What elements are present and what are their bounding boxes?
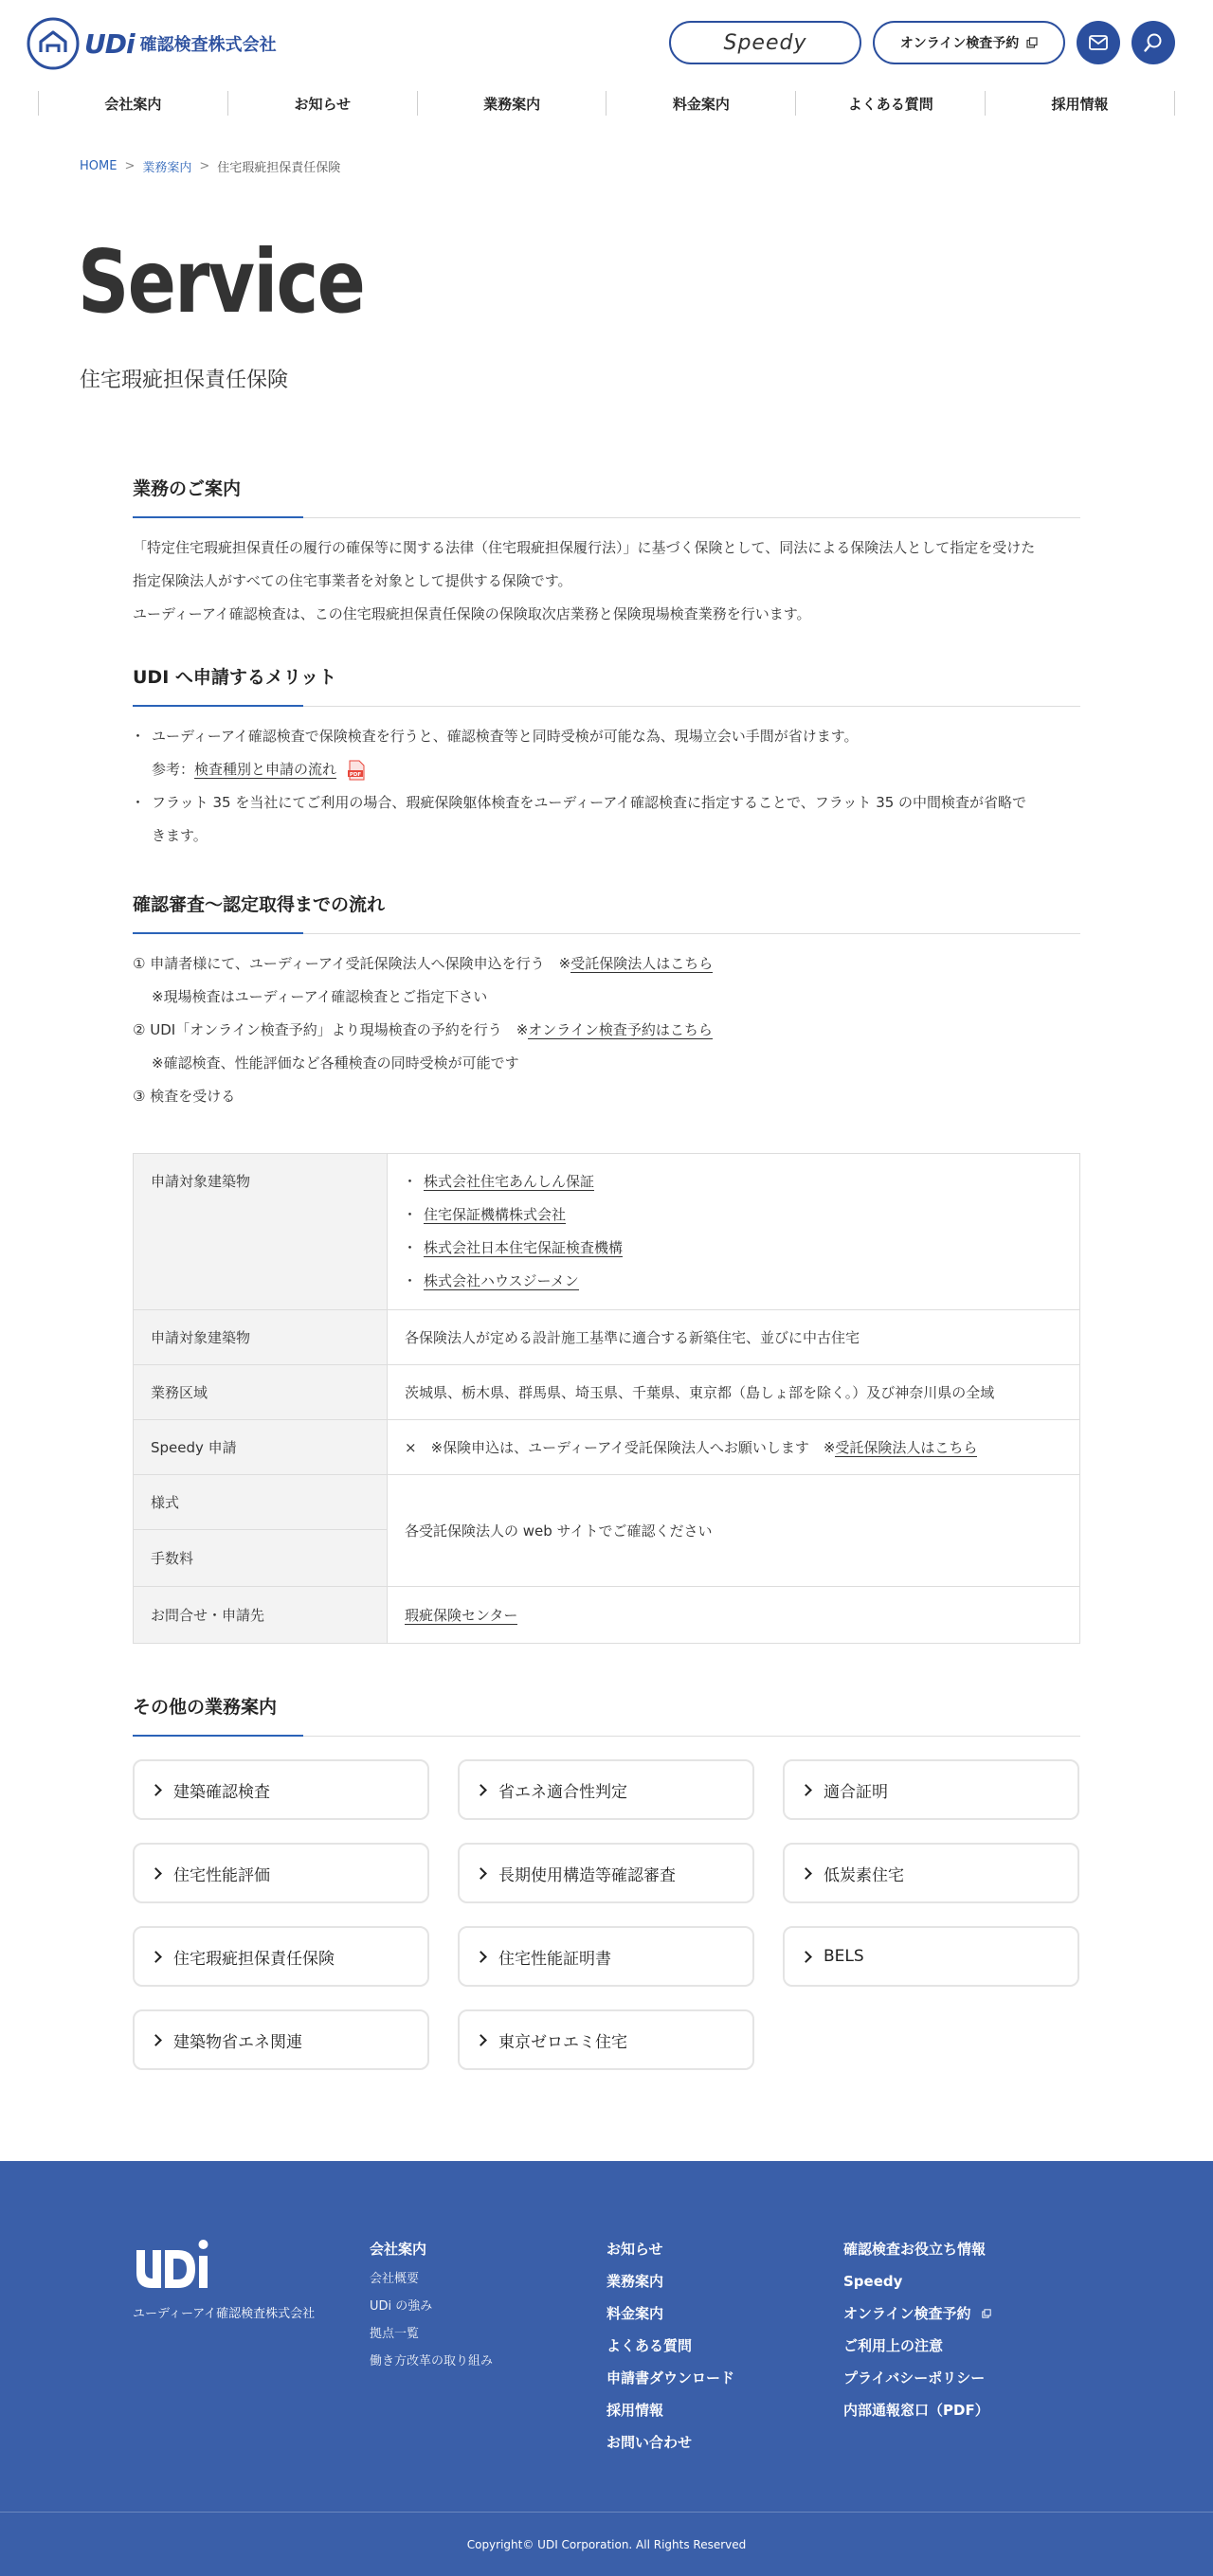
service-card-label: 建築確認検査 <box>173 1782 270 1802</box>
mail-button[interactable] <box>1077 21 1120 64</box>
chevron-right-icon <box>800 1784 812 1796</box>
overview-line: 指定保険法人がすべての住宅事業者を対象として提供する保険です。 <box>133 572 572 589</box>
speedy-note: × ※保険申込は、ユーディーアイ受託保険法人へお願いします ※ <box>405 1439 836 1456</box>
section-title-overview: 業務のご案内 <box>133 475 1080 518</box>
table-row <box>134 1587 1080 1644</box>
copyright: Copyright© UDI Corporation. All Rights Reserved <box>466 2538 747 2551</box>
table-header-cell: 様式 <box>134 1475 388 1530</box>
table-header-cell: 申請対象建築物 <box>134 1310 388 1365</box>
footer-link[interactable]: 確認検査お役立ち情報 <box>843 2241 987 2258</box>
chevron-right-icon <box>150 1951 162 1963</box>
section-title-other-services: その他の業務案内 <box>133 1693 1080 1737</box>
footer-column-info <box>843 2241 991 2426</box>
flow-step <box>133 947 1080 981</box>
service-card-label: BELS <box>824 1947 864 1966</box>
mail-icon <box>1089 35 1108 50</box>
footer-link[interactable]: よくある質問 <box>606 2337 693 2354</box>
inspection-flow-link[interactable]: 検査種別と申請の流れ <box>194 761 337 778</box>
chevron-right-icon <box>475 1867 487 1880</box>
pdf-icon <box>347 760 366 781</box>
logo-udi: UDi <box>84 27 135 60</box>
overview-line: 「特定住宅瑕疵担保責任の履行の確保等に関する法律（住宅瑕疵担保履行法）」に基づく保険として、同法による保険法人として指定を受けた <box>133 539 1036 556</box>
logo-corp-name: 確認検査株式会社 <box>139 35 277 55</box>
service-card-label: 低炭素住宅 <box>824 1865 904 1885</box>
nav-company[interactable]: 会社案内 <box>38 91 227 116</box>
service-card-label: 省エネ適合性判定 <box>498 1782 627 1802</box>
breadcrumb-services[interactable]: 業務案内 <box>142 160 192 175</box>
service-card-label: 住宅性能証明書 <box>498 1949 611 1969</box>
nav-faq[interactable]: よくある質問 <box>795 91 985 116</box>
footer-link[interactable]: 料金案内 <box>606 2305 664 2322</box>
insurer-item <box>405 1165 1062 1198</box>
page-subtitle: 住宅瑕疵担保責任保険 <box>80 369 289 392</box>
other-services-grid <box>133 1759 1080 2070</box>
table-header-cell: 申請対象建築物 <box>134 1154 388 1310</box>
chevron-right-icon <box>150 1784 162 1796</box>
overview-line: ユーディーアイ確認検査は、この住宅瑕疵担保責任保険の保険取次店業務と保険現場検査業務を行います。 <box>133 605 811 622</box>
insurer-item <box>405 1265 1062 1298</box>
table-header-cell: 業務区域 <box>134 1365 388 1420</box>
insurer-link[interactable]: 株式会社ハウスジーメン <box>424 1272 579 1289</box>
breadcrumb-home[interactable]: HOME <box>80 158 118 173</box>
merit-item <box>133 720 1080 786</box>
flow-step-text: ① 申請者様にて、ユーディーアイ受託保険法人へ保険申込を行う ※ <box>133 955 571 972</box>
service-card-label: 住宅性能評価 <box>173 1865 270 1885</box>
table-header-cell: お問合せ・申請先 <box>134 1587 388 1644</box>
insurer-list <box>405 1154 1062 1309</box>
footer-link-label: オンライン検査予約 <box>843 2305 971 2322</box>
service-card[interactable] <box>783 1759 1079 1820</box>
footer-link[interactable]: 内部通報窓口（PDF） <box>843 2402 989 2419</box>
flow-note: ※確認検査、性能評価など各種検査の同時受検が可能です <box>152 1054 519 1072</box>
table-value-cell: 各保険法人が定める設計施工基準に適合する新築住宅、並びに中古住宅 <box>388 1310 1080 1365</box>
service-card-label: 建築物省エネ関連 <box>173 2032 302 2052</box>
service-card[interactable] <box>458 2009 754 2070</box>
defect-insurance-center-link[interactable]: 瑕疵保険センター <box>405 1607 518 1624</box>
nav-recruit[interactable]: 採用情報 <box>985 91 1175 116</box>
footer-link[interactable]: お問い合わせ <box>606 2434 693 2451</box>
table-row <box>134 1365 1080 1420</box>
footer-link[interactable]: 会社案内 <box>370 2241 427 2258</box>
online-reservation-link[interactable]: オンライン検査予約はこちら <box>528 1021 713 1038</box>
table-header-cell: 手数料 <box>134 1530 388 1587</box>
global-nav <box>0 83 1213 123</box>
breadcrumb <box>80 157 1213 174</box>
service-card[interactable] <box>133 1926 429 1987</box>
service-card-label: 長期使用構造等確認審査 <box>498 1865 676 1885</box>
insurer-link[interactable]: 株式会社住宅あんしん保証 <box>424 1173 595 1190</box>
online-reservation-label: オンライン検査予約 <box>899 36 1020 51</box>
chevron-right-icon <box>150 1867 162 1880</box>
external-link-icon <box>982 2309 991 2318</box>
flow-step-text: ② UDI「オンライン検査予約」より現場検査の予約を行う ※ <box>133 1021 529 1038</box>
breadcrumb-current: 住宅瑕疵担保責任保険 <box>217 160 341 175</box>
service-card[interactable] <box>458 1843 754 1903</box>
service-card-label: 住宅瑕疵担保責任保険 <box>173 1949 335 1969</box>
flow-step <box>133 1014 1080 1047</box>
footer-sublink[interactable]: 会社概要 <box>370 2272 420 2286</box>
footer-link[interactable]: プライバシーポリシー <box>843 2369 986 2387</box>
footer-sublink[interactable]: 働き方改革の取り組み <box>370 2354 494 2369</box>
table-value-cell <box>388 1587 1080 1644</box>
table-row <box>134 1154 1080 1310</box>
overview-text <box>133 531 1080 631</box>
footer-link[interactable]: 業務案内 <box>606 2273 664 2290</box>
external-link-icon <box>1026 37 1038 48</box>
table-row <box>134 1310 1080 1365</box>
nav-pricing[interactable]: 料金案内 <box>606 91 795 116</box>
chevron-right-icon <box>150 2034 162 2046</box>
footer-column-company <box>370 2241 493 2375</box>
speedy-button[interactable]: Speedy <box>669 21 861 64</box>
footer-sublink[interactable]: 拠点一覧 <box>370 2327 420 2341</box>
insurer-link[interactable]: 株式会社日本住宅保証検査機構 <box>424 1239 624 1256</box>
insurer-link[interactable]: 受託保険法人はこちら <box>570 955 714 972</box>
insurer-link[interactable]: 受託保険法人はこちら <box>835 1439 978 1456</box>
table-row <box>134 1420 1080 1475</box>
breadcrumb-separator: > <box>199 158 210 173</box>
flow-note: ※現場検査はユーディーアイ確認検査とご指定下さい <box>152 988 488 1005</box>
merit-reference <box>152 753 1080 786</box>
table-value-cell: 各受託保険法人の web サイトでご確認ください <box>388 1475 1080 1587</box>
footer-link[interactable]: 採用情報 <box>606 2402 664 2419</box>
footer-link[interactable]: ご利用上の注意 <box>843 2337 944 2354</box>
table-value-cell: 茨城県、栃木県、群馬県、埼玉県、千葉県、東京都（島しょ部を除く。）及び神奈川県の全域 <box>388 1365 1080 1420</box>
service-card[interactable] <box>458 1759 754 1820</box>
service-card[interactable] <box>133 2009 429 2070</box>
insurer-item <box>405 1232 1062 1265</box>
online-reservation-button[interactable] <box>873 21 1065 64</box>
site-header <box>0 0 1213 83</box>
section-title-flow: 確認審査〜認定取得までの流れ <box>133 891 1080 934</box>
table-header-cell: Speedy 申請 <box>134 1420 388 1475</box>
nav-services[interactable]: 業務案内 <box>417 91 606 116</box>
insurer-item <box>405 1198 1062 1232</box>
footer-link[interactable]: 申請書ダウンロード <box>606 2369 735 2387</box>
footer-link[interactable]: お知らせ <box>606 2241 663 2258</box>
search-icon <box>1143 32 1164 53</box>
footer-link-online[interactable] <box>843 2297 991 2330</box>
service-card-label: 適合証明 <box>824 1782 888 1802</box>
logo-wordmark <box>84 28 277 60</box>
search-button[interactable] <box>1132 21 1175 64</box>
footer-sublink[interactable]: UDi の強み <box>370 2299 433 2314</box>
chevron-right-icon <box>475 1951 487 1963</box>
service-card[interactable] <box>458 1926 754 1987</box>
table-value-cell <box>388 1420 1080 1475</box>
footer-divider <box>0 2512 1213 2513</box>
section-title-merits: UDI へ申請するメリット <box>133 663 1080 707</box>
merit-text: ・ フラット 35 を当社にてご利用の場合、瑕疵保険躯体検査をユーディーアイ確認検査に指定することで、フラット 35 の中間検査が省略で <box>152 794 1027 811</box>
flow-steps <box>133 947 1080 1113</box>
footer-corp-name: ユーディーアイ確認検査株式会社 <box>133 2307 316 2321</box>
footer-logo[interactable] <box>133 2237 210 2296</box>
udi-logo-icon <box>133 2237 210 2292</box>
service-card[interactable] <box>783 1926 1079 1987</box>
site-footer <box>0 2161 1213 2576</box>
merit-text: ユーディーアイ確認検査で保険検査を行うと、確認検査等と同時受検が可能な為、現場立会い手間が省けます。 <box>152 728 859 745</box>
merit-item <box>133 786 1080 853</box>
service-card[interactable] <box>133 1843 429 1903</box>
service-card-label: 東京ゼロエミ住宅 <box>498 2032 627 2052</box>
breadcrumb-separator: > <box>124 158 136 173</box>
merit-text: きます。 <box>152 827 208 844</box>
footer-column-main <box>606 2241 734 2459</box>
reference-prefix: 参考： <box>152 761 195 778</box>
chevron-right-icon <box>475 1784 487 1796</box>
service-card[interactable] <box>133 1759 429 1820</box>
table-value-cell <box>388 1154 1080 1310</box>
insurer-link[interactable]: 住宅保証機構株式会社 <box>424 1206 567 1223</box>
main-content <box>133 475 1080 2070</box>
table-row <box>134 1475 1080 1530</box>
chevron-right-icon <box>800 1867 812 1880</box>
flow-step: ③ 検査を受ける <box>133 1088 236 1105</box>
footer-link[interactable]: Speedy <box>843 2273 903 2290</box>
header-actions <box>669 21 1175 64</box>
chevron-right-icon <box>475 2034 487 2046</box>
nav-news[interactable]: お知らせ <box>227 91 417 116</box>
house-logo-icon <box>26 16 81 71</box>
info-table <box>133 1153 1080 1644</box>
service-card[interactable] <box>783 1843 1079 1903</box>
site-logo[interactable] <box>26 16 277 71</box>
chevron-right-icon <box>800 1951 812 1963</box>
page-title: Service <box>78 231 365 333</box>
merits-list <box>133 720 1080 853</box>
svg-text:PDF: PDF <box>349 771 361 778</box>
